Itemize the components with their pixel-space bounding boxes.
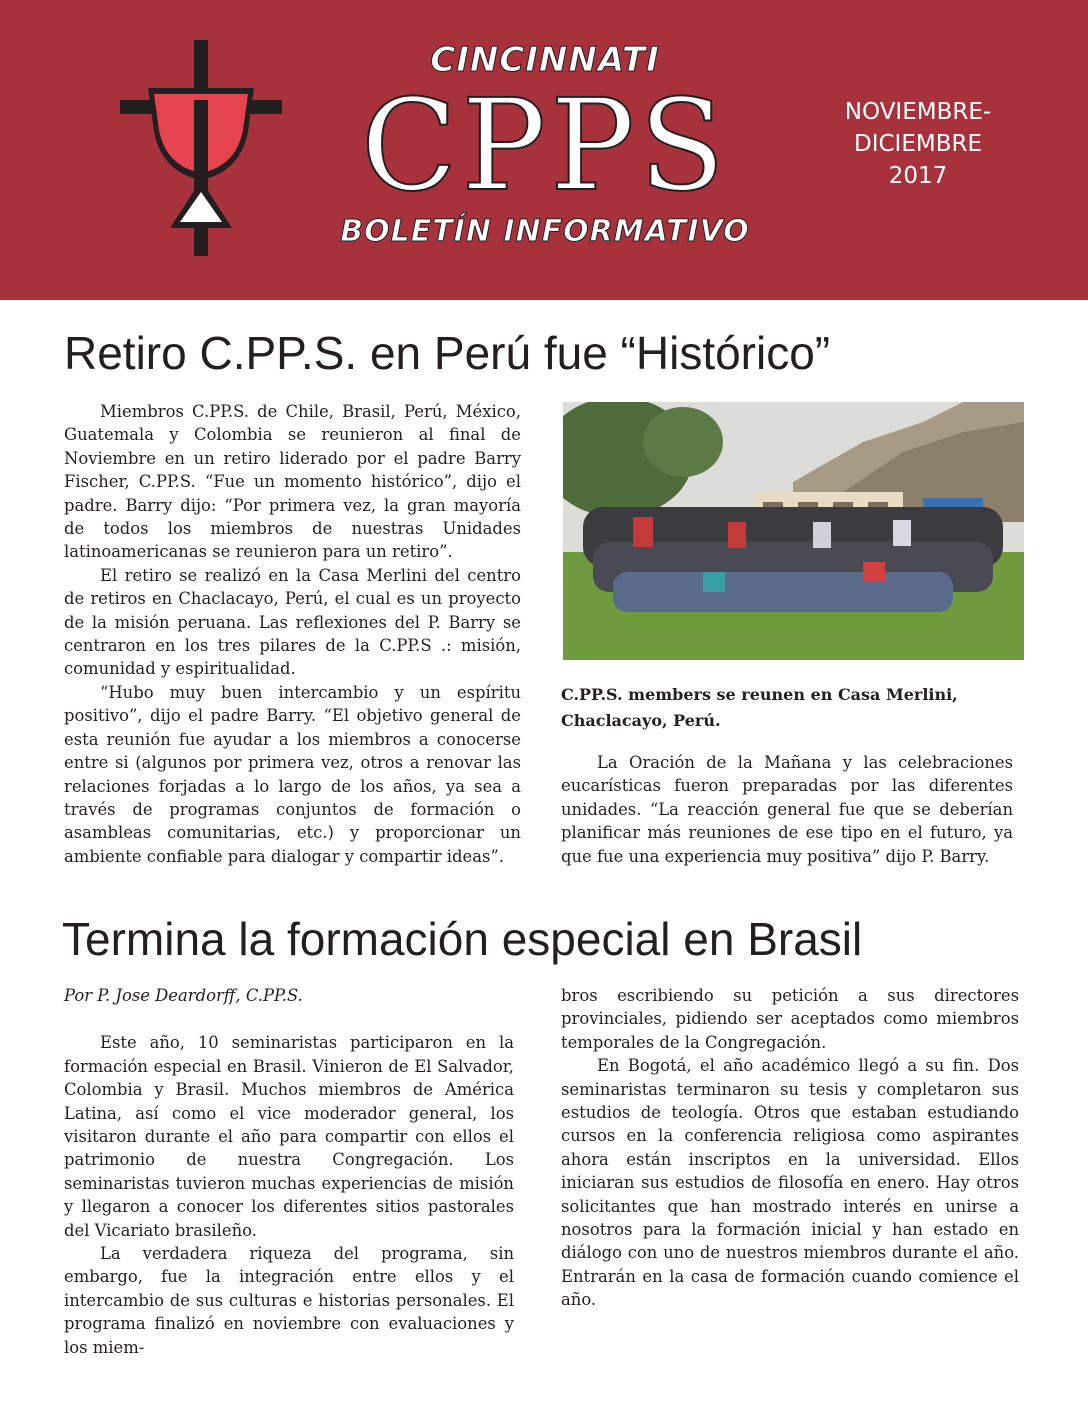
masthead-city: CINCINNATI — [430, 40, 660, 80]
group-photo — [563, 402, 1024, 660]
issue-year: 2017 — [888, 163, 948, 189]
article1-right-paragraph: La Oración de la Mañana y las celebraciones eucarísticas fueron preparadas por las diferentes unidades. “La reacción general fue que se deberían planificar más reuniones de ese tipo en el futuro, ya que fue una experiencia muy positiva” dijo P. Barry. — [561, 753, 1013, 866]
issue-month-2: DICIEMBRE — [853, 131, 982, 157]
article2-title: Termina la formación especial en Brasil — [62, 913, 863, 965]
article2-byline: Por P. Jose Deardorff, C.PP.S. — [64, 986, 303, 1005]
article1-paragraph-2: El retiro se realizó en la Casa Merlini del centro de retiros en Chaclacayo, Perú, el cual es un proyecto de la misión peruana. Las reflexiones del P. Barry se centraron en los tres pilares de la C.PP.S .: misión, comunidad y espiritualidad. — [64, 565, 521, 679]
article1-title: Retiro C.PP.S. en Perú fue “Histórico” — [64, 327, 831, 379]
article2-right-column — [561, 984, 1019, 1312]
group-photo-illustration — [563, 402, 1024, 660]
article2-paragraph-2: La verdadera riqueza del programa, sin embargo, fue la integración entre ellos y el intercambio de sus culturas e historias personales. El programa finalizó en noviembre con evaluaciones y los miem- — [64, 1244, 514, 1357]
article2-paragraph-3: En Bogotá, el año académico llegó a su fin. Dos seminaristas terminaron su tesis y completaron sus estudios de teología. Otros que estaban estudiando cursos en la conferencia religiosa como aspirantes ahora están inscriptos en la universidad. Ellos iniciaran sus estudios de filosofía en enero. Hay otros solicitantes que han mostrado interés en unirse a nosotros para la formación inicial y han estado en diálogo con uno de nuestros miembros durante el año. Entrarán en la casa de formación cuando comience el año. — [561, 1056, 1019, 1310]
cross-chalice-icon — [120, 40, 282, 256]
issue-month-1: NOVIEMBRE- — [844, 99, 992, 125]
masthead-subtitle: BOLETÍN INFORMATIVO — [340, 214, 750, 249]
article2-left-column — [64, 984, 514, 1359]
article1-left-column — [64, 400, 521, 868]
article2-continuation: bros escribiendo su petición a sus directores provinciales, pidiendo ser aceptados como miembros temporales de la Congregación. — [561, 986, 1019, 1052]
issue-date — [828, 96, 1008, 192]
article1-paragraph-1: Miembros C.PP.S. de Chile, Brasil, Perú, México, Guatemala y Colombia se reunieron al final de Noviembre en un retiro liderado por el padre Barry Fischer, C.PP.S. “Fue un momento histórico”, dijo el padre. Barry dijo: “Por primera vez, la gran mayoría de todos los miembros de nuestras Unidades latinoamericanas se reunieron para un retiro”. — [64, 402, 521, 562]
article2-paragraph-1: Este año, 10 seminaristas participaron en la formación especial en Brasil. Vinieron de El Salvador, Colombia y Brasil. Muchos miembros de América Latina, así como el vice moderador general, los visitaron durante el año para compartir con ellos el patrimonio de nuestra Congregación. Los seminaristas tuvieron muchas experiencias de misión y llegaron a conocer los diferentes sitios pastorales del Vicariato brasileño. — [64, 1033, 514, 1240]
article1-right-column — [561, 751, 1013, 868]
masthead-banner — [0, 0, 1088, 300]
article1-paragraph-3: “Hubo muy buen intercambio y un espíritu positivo”, dijo el padre Barry. “El objetivo general de esta reunión fue ayudar a los miembros a conocerse entre si (algunos por primera vez, otros a renovar las relaciones forjadas a lo largo de los años, ya sea a través de programas conjuntos de formación o asambleas comunitarias, etc.) y proporcionar un ambiente confiable para dialogar y compartir ideas”. — [64, 682, 521, 866]
photo-caption: C.PP.S. members se reunen en Casa Merlini, Chaclacayo, Perú. — [561, 685, 958, 730]
masthead-brand: CPPS — [360, 72, 730, 219]
